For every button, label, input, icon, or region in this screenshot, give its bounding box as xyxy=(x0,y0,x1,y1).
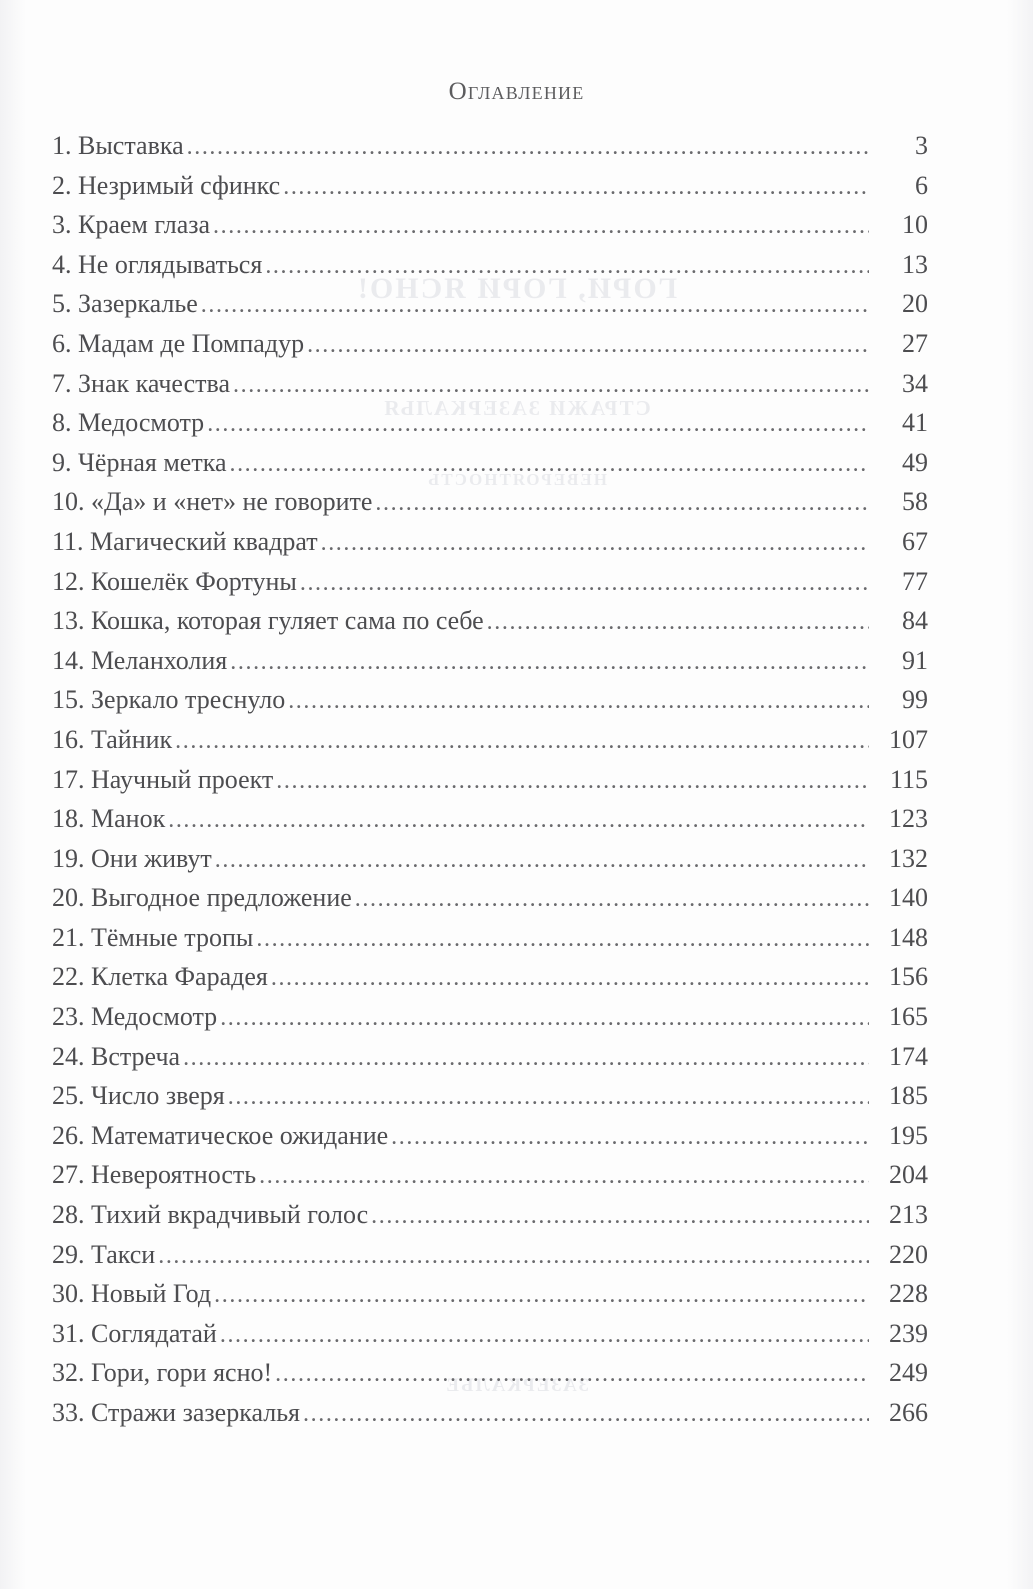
toc-leader-dots xyxy=(283,168,869,194)
toc-entry[interactable] xyxy=(52,799,928,839)
toc-entry[interactable] xyxy=(52,1195,928,1235)
toc-entry-label: 4. Не оглядываться xyxy=(52,249,263,279)
toc-entry-page-number: 239 xyxy=(889,1318,928,1348)
toc-entry-page-number: 174 xyxy=(889,1041,928,1071)
toc-leader-dots xyxy=(230,643,869,669)
toc-leader-dots xyxy=(215,841,869,867)
toc-entry[interactable] xyxy=(52,720,928,760)
toc-entry[interactable] xyxy=(52,760,928,800)
toc-leader-dots xyxy=(229,445,869,471)
toc-entry-page-number: 49 xyxy=(902,447,928,477)
toc-entry-label: 12. Кошелёк Фортуны xyxy=(52,566,297,596)
toc-leader-dots xyxy=(375,484,869,510)
toc-entry-label: 13. Кошка, которая гуляет сама по себе xyxy=(52,606,484,636)
toc-entry[interactable] xyxy=(52,284,928,324)
toc-entry-page-number: 204 xyxy=(889,1160,928,1190)
toc-entry[interactable] xyxy=(52,1155,928,1195)
toc-entry[interactable] xyxy=(52,878,928,918)
toc-entry-page-number: 132 xyxy=(889,843,928,873)
toc-entry[interactable] xyxy=(52,443,928,483)
showthrough-text-2: СТРАЖИ ЗАЗЕРКАЛЬЯ xyxy=(382,396,651,420)
toc-leader-dots xyxy=(256,920,869,946)
toc-entry-label: 24. Встреча xyxy=(52,1041,181,1071)
toc-entry-page-number: 6 xyxy=(915,170,928,200)
toc-entry[interactable] xyxy=(52,324,928,364)
toc-entry[interactable] xyxy=(52,1116,928,1156)
toc-entry-page-number: 195 xyxy=(889,1120,928,1150)
toc-entry-label: 21. Тёмные тропы xyxy=(52,922,254,952)
toc-entry-page-number: 249 xyxy=(889,1358,928,1388)
showthrough-text-4: ЗАЗЕРКАЛЬЕ xyxy=(444,1375,589,1396)
page-edge-shading-left xyxy=(0,0,26,1589)
toc-leader-dots xyxy=(220,1316,869,1342)
toc-entry-label: 23. Медосмотр xyxy=(52,1002,218,1032)
toc-entry[interactable] xyxy=(52,1274,928,1314)
toc-entry-label: 5. Зазеркалье xyxy=(52,289,198,319)
toc-entry-page-number: 3 xyxy=(915,131,928,160)
toc-leader-dots xyxy=(213,207,869,233)
toc-entry-page-number: 266 xyxy=(889,1398,928,1427)
toc-leader-dots xyxy=(168,801,869,827)
toc-entry[interactable] xyxy=(52,680,928,720)
toc-entry-label: 17. Научный проект xyxy=(52,764,274,794)
toc-entry-page-number: 10 xyxy=(902,210,928,240)
toc-entry-label: 15. Зеркало треснуло xyxy=(52,685,286,715)
toc-entry-label: 19. Они живут xyxy=(52,843,212,873)
toc-entry[interactable] xyxy=(52,482,928,522)
toc-entry-label: 26. Математическое ожидание xyxy=(52,1120,389,1150)
toc-entry[interactable] xyxy=(52,918,928,958)
toc-leader-dots xyxy=(228,1078,869,1104)
toc-entry[interactable] xyxy=(52,601,928,641)
toc-entry-label: 28. Тихий вкрадчивый голос xyxy=(52,1200,369,1230)
toc-entry-page-number: 91 xyxy=(902,645,928,675)
showthrough-text-1: ГОРИ, ГОРИ ЯСНО! xyxy=(355,272,678,305)
toc-entry-label: 29. Такси xyxy=(52,1239,156,1269)
toc-entry-label: 33. Стражи зазеркалья xyxy=(52,1398,301,1427)
toc-leader-dots xyxy=(271,959,869,985)
table-of-contents-list xyxy=(52,126,928,1433)
toc-entry-label: 30. Новый Год xyxy=(52,1279,212,1309)
showthrough-text-3: НЕВЕРОЯТНОСТЬ xyxy=(425,470,608,489)
toc-leader-dots xyxy=(371,1197,869,1223)
toc-entry[interactable] xyxy=(52,839,928,879)
toc-entry-page-number: 123 xyxy=(889,804,928,834)
toc-leader-dots xyxy=(275,1355,869,1381)
toc-entry-page-number: 20 xyxy=(902,289,928,319)
toc-entry-label: 22. Клетка Фарадея xyxy=(52,962,268,992)
toc-entry-page-number: 13 xyxy=(902,249,928,279)
toc-entry-label: 25. Число зверя xyxy=(52,1081,225,1111)
toc-entry-page-number: 41 xyxy=(902,408,928,438)
toc-entry-page-number: 115 xyxy=(889,764,928,794)
toc-entry[interactable] xyxy=(52,997,928,1037)
toc-entry-label: 9. Чёрная метка xyxy=(52,447,227,477)
toc-entry[interactable] xyxy=(52,522,928,562)
page-edge-shading-right xyxy=(1007,0,1033,1589)
toc-leader-dots xyxy=(303,1395,869,1421)
toc-leader-dots xyxy=(207,405,869,431)
toc-entry-page-number: 220 xyxy=(889,1239,928,1269)
toc-leader-dots xyxy=(265,247,869,273)
toc-entry-label: 32. Гори, гори ясно! xyxy=(52,1358,273,1388)
toc-entry[interactable] xyxy=(52,1314,928,1354)
toc-leader-dots xyxy=(175,722,869,748)
toc-entry-page-number: 107 xyxy=(889,724,928,754)
page-title: Оглавление xyxy=(448,78,585,105)
toc-entry-page-number: 213 xyxy=(889,1200,928,1230)
toc-entry-page-number: 156 xyxy=(889,962,928,992)
toc-entry-label: 14. Меланхолия xyxy=(52,645,228,675)
toc-leader-dots xyxy=(391,1118,869,1144)
toc-entry-label: 31. Соглядатай xyxy=(52,1318,217,1348)
toc-leader-dots xyxy=(355,880,869,906)
toc-entry-label: 8. Медосмотр xyxy=(52,408,205,438)
toc-leader-dots xyxy=(183,1039,869,1065)
toc-entry[interactable] xyxy=(52,166,928,206)
toc-entry-label: 3. Краем глаза xyxy=(52,210,211,240)
toc-leader-dots xyxy=(233,366,869,392)
toc-entry-page-number: 58 xyxy=(902,487,928,517)
toc-leader-dots xyxy=(158,1237,869,1263)
toc-leader-dots xyxy=(214,1276,869,1302)
toc-entry-page-number: 27 xyxy=(902,328,928,358)
toc-leader-dots xyxy=(276,762,869,788)
toc-entry[interactable] xyxy=(52,126,928,166)
toc-leader-dots xyxy=(321,524,869,550)
toc-entry-label: 10. «Да» и «нет» не говорите xyxy=(52,487,373,517)
toc-leader-dots xyxy=(307,326,869,352)
toc-entry[interactable] xyxy=(52,562,928,602)
toc-entry[interactable] xyxy=(52,403,928,443)
toc-entry-label: 20. Выгодное предложение xyxy=(52,883,352,913)
toc-entry[interactable] xyxy=(52,1076,928,1116)
toc-leader-dots xyxy=(220,999,869,1025)
toc-entry[interactable] xyxy=(52,1393,928,1433)
toc-entry-page-number: 67 xyxy=(902,526,928,556)
toc-entry[interactable] xyxy=(52,957,928,997)
toc-leader-dots xyxy=(288,682,869,708)
toc-leader-dots xyxy=(300,564,869,590)
toc-entry-label: 16. Тайник xyxy=(52,724,173,754)
toc-entry[interactable] xyxy=(52,1037,928,1077)
toc-entry-page-number: 77 xyxy=(902,566,928,596)
toc-leader-dots xyxy=(201,286,869,312)
toc-entry-label: 7. Знак качества xyxy=(52,368,230,398)
toc-entry-page-number: 165 xyxy=(889,1002,928,1032)
toc-leader-dots xyxy=(487,603,869,629)
toc-entry[interactable] xyxy=(52,245,928,285)
toc-entry-label: 6. Мадам де Помпадур xyxy=(52,328,305,358)
toc-entry[interactable] xyxy=(52,364,928,404)
toc-entry-label: 1. Выставка xyxy=(52,131,184,160)
toc-entry-label: 27. Невероятность xyxy=(52,1160,257,1190)
toc-entry-page-number: 228 xyxy=(889,1279,928,1309)
toc-entry-label: 18. Манок xyxy=(52,804,166,834)
toc-leader-dots xyxy=(187,128,869,154)
toc-entry-label: 11. Магический квадрат xyxy=(52,526,318,556)
toc-entry-page-number: 148 xyxy=(889,922,928,952)
toc-entry[interactable] xyxy=(52,205,928,245)
toc-entry[interactable] xyxy=(52,1353,928,1393)
toc-entry-page-number: 84 xyxy=(902,606,928,636)
toc-entry-page-number: 140 xyxy=(889,883,928,913)
toc-entry-page-number: 34 xyxy=(902,368,928,398)
toc-entry-page-number: 185 xyxy=(889,1081,928,1111)
toc-entry-page-number: 99 xyxy=(902,685,928,715)
toc-leader-dots xyxy=(259,1157,869,1183)
toc-entry-label: 2. Незримый сфинкс xyxy=(52,170,281,200)
toc-entry[interactable] xyxy=(52,1235,928,1275)
toc-entry[interactable] xyxy=(52,641,928,681)
